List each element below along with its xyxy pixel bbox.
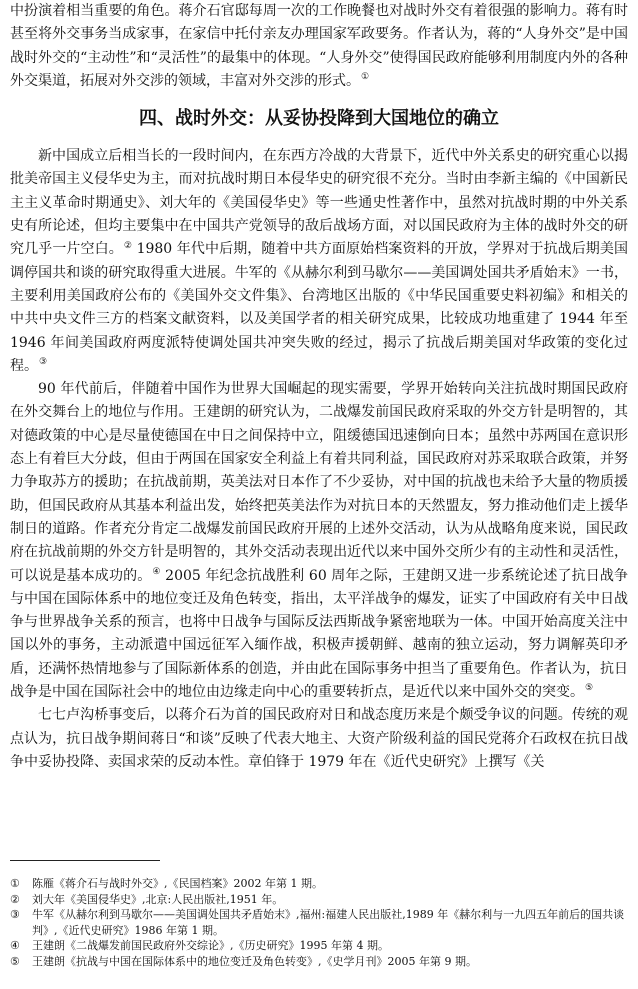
footnote	[10, 907, 630, 938]
footnote-mark: ③	[10, 908, 20, 921]
body-paragraph	[0, 378, 638, 704]
footnote-ref: ④	[152, 566, 161, 577]
paragraph-text: 新中国成立后相当长的一段时间内，在东西方冷战的大背景下，近代中外关系史的研究重心以揭批美帝国主义侵华史为主，而对抗战时期日本侵华史的研究很不充分。当时由李新主编的《中国新民主主义革命时期通史》、刘大年的《美国侵华史》等一些通史性著作中，虽然对抗战时期的中外关系史有所论述，但均主要集中在中国共产党领导的敌后战场方面，对以国民政府为主体的战时外交的研究几乎一片空白。	[10, 148, 628, 258]
footnote-ref: ②	[123, 240, 133, 251]
footnote	[10, 892, 630, 908]
footnote-mark: ④	[10, 939, 20, 952]
footnote-ref: ⑤	[585, 683, 594, 694]
footnote-mark: ⑤	[10, 954, 20, 968]
footnote	[10, 876, 630, 892]
footnote-text: 陈雁《蒋介石与战时外交》,《民国档案》2002 年第 1 期。	[32, 877, 323, 890]
paragraph-text: 中扮演着相当重要的角色。蒋介石官邸每周一次的工作晚餐也对战时外交有着很强的影响力。蒋有时甚至将外交事务当成家事，在家信中托付亲友办理国家军政要务。作者认为，蒋的“人身外交”是中国战时外交的“主动性”和“灵活性”的最集中的体现。“人身外交”使得国民政府能够利用制度内外的各种外交渠道，拓展对外交涉的领域，丰富对外交涉的形式。	[10, 3, 628, 89]
footnote-text: 王建朗《抗战与中国在国际体系中的地位变迁及角色转变》,《史学月刊》2005 年第 9 期。	[32, 954, 477, 968]
footnote-mark: ①	[10, 877, 20, 890]
section-heading: 四、战时外交：从妥协投降到大国地位的确立	[139, 108, 499, 130]
paragraph-text: 1980 年代中后期，随着中共方面原始档案资料的开放，学界对于抗战后期美国调停国共和谈的研究取得重大进展。牛军的《从赫尔利到马歇尔——美国调处国共矛盾始末》一书，主要利用美国政府公布的《美国外交文件集》、台湾地区出版的《中华民国重要史料初编》和相关的中共中央文件三方的档案文献资料，以及美国学者的相关研究成果，比较成功地重建了 1944 年至 1946 年间美国政府两度派特使调处国共冲突失败的经过，揭示了抗战后期美国对华政策的变化过程。	[10, 241, 629, 374]
footnotes	[10, 876, 630, 969]
footnote-text: 王建朗《二战爆发前国民政府外交综论》,《历史研究》1995 年第 4 期。	[32, 939, 389, 952]
body-paragraph	[0, 704, 638, 774]
paragraph-text: 2005 年纪念抗战胜利 60 周年之际，王建朗又进一步系统论述了抗日战争与中国在国际体系中的地位变迁及角色转变，指出，太平洋战争的爆发，证实了中国政府有关中日战争与世界战争关系的预言，也将中日战争与国际反法西斯战争紧密地联为一体。中国开始高度关注中国以外的事务，主动派遣中国远征军入缅作战，积极声援朝鲜、越南的独立运动，努力调解英印矛盾，还满怀热情地参与了国际新体系的创造，并由此在国际事务中担当了重要角色。作者认为，抗日战争是中国在国际社会中的地位由边缘走向中心的重要转折点，是近代以来中国外交的突变。	[10, 567, 629, 701]
body-paragraph	[0, 145, 638, 378]
footnote-text: 牛军《从赫尔利到马歇尔——美国调处国共矛盾始末》,福州:福建人民出版社,1989 年《赫尔利与一九四五年前后的国共谈判》,《近代史研究》1986 年第 1 期。	[32, 908, 625, 937]
footnote	[10, 938, 630, 954]
footnote-ref: ③	[39, 357, 48, 368]
footnote-text: 刘大年《美国侵华史》,北京:人民出版社,1951 年。	[32, 892, 284, 906]
footnote-ref: ①	[361, 72, 370, 83]
paragraph-text: 七七卢沟桥事变后，以蒋介石为首的国民政府对日和战态度历来是个颇受争议的问题。传统的观点认为，抗日战争期间蒋日“和谈”反映了代表大地主、大资产阶级利益的国民党蒋介石政权在抗日战争中妥协投降、卖国求荣的反动本性。章伯锋于 1979 年在《近代史研究》上撰写《关	[10, 707, 628, 770]
footnote-divider	[10, 860, 160, 861]
footnote	[10, 954, 630, 970]
footnote-mark: ②	[10, 892, 20, 906]
paragraph-text: 90 年代前后，伴随着中国作为世界大国崛起的现实需要，学界开始转向关注抗战时期国民政府在外交舞台上的地位与作用。王建朗的研究认为，二战爆发前国民政府采取的外交方针是明智的，其对德政策的中心是尽量使德国在中日之间保持中立，阻缓德国迅速倒向日本；虽然中苏两国在意识形态上有着巨大分歧，但由于两国在国家安全利益上有着共同利益，国民政府对苏采取联合政策，并努力争取苏方的援助；在抗战前期，英美法对日本作了不少妥协，对中国的抗战也未给予大量的物质援助，但国民政府从其基本利益出发，始终把英美法作为对抗日本的天然盟友，努力推动他们走上援华制日的道路。作者充分肯定二战爆发前国民政府开展的上述外交活动，认为从战略角度来说，国民政府在抗战前期的外交方针是明智的，其外交活动表现出近代以来中国外交所少有的主动性和灵活性，可以说是基本成功的。	[10, 381, 628, 584]
body-paragraph-continued	[0, 0, 638, 93]
